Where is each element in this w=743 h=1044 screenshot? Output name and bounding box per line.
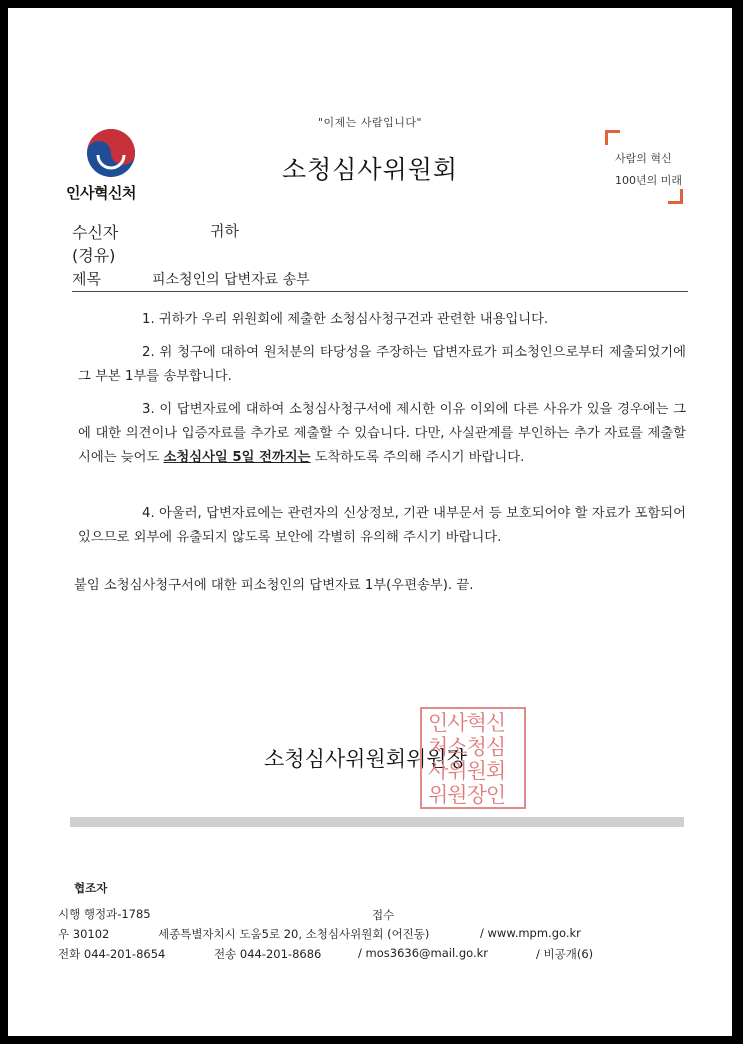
seal-line-2: 처소청심 xyxy=(428,735,506,759)
paragraph-3-tail: 도착하도록 주의해 주시기 바랍니다. xyxy=(310,450,525,465)
signer-title: 소청심사위원회위원장 xyxy=(264,747,467,771)
badge-corner-bottom xyxy=(668,189,683,204)
subject-value: 피소청인의 답변자료 송부 xyxy=(152,272,310,288)
seal-line-1: 인사혁신 xyxy=(428,711,506,735)
email-link[interactable]: / mos3636@mail.go.kr xyxy=(358,946,488,960)
drafter: 시행 행정과-1785 xyxy=(58,907,151,921)
header-divider xyxy=(72,291,688,292)
footer-divider xyxy=(70,817,684,827)
recipient-value: 귀하 xyxy=(210,222,239,240)
badge-line-2: 100년의 미래 xyxy=(615,174,682,187)
subject-label: 제목 xyxy=(72,270,101,288)
seal-line-4: 위원장인 xyxy=(428,783,506,807)
website-link[interactable]: / www.mpm.go.kr xyxy=(480,926,581,940)
badge-line-1: 사람의 혁신 xyxy=(615,152,672,165)
receipt-label: 접수 xyxy=(372,908,395,922)
deadline-emphasis: 소청심사일 5일 전까지는 xyxy=(163,450,311,465)
seal-line-3: 사위원회 xyxy=(428,759,506,783)
recipient-label: 수신자 xyxy=(72,223,119,242)
logo-text: 인사혁신처 xyxy=(66,184,136,202)
paragraph-4-text: 4. 아울러, 답변자료에는 관련자의 신상정보, 기관 내부문서 등 보호되어야 할 자료가 포함되어 있으므로 외부에 유출되지 않도록 보안에 각별히 유의해 주시기 바랍니다. xyxy=(78,506,686,545)
motto: "이제는 사람입니다" xyxy=(317,116,423,129)
paragraph-3 xyxy=(78,398,686,470)
postal-code: 우 30102 xyxy=(58,927,110,941)
cooperator-label: 협조자 xyxy=(74,881,108,895)
address: 세종특별자치시 도움5로 20, 소청심사위원회 (어진동) xyxy=(158,927,430,941)
phone: 전화 044-201-8654 xyxy=(58,947,166,961)
paragraph-2 xyxy=(78,341,686,389)
paragraph-3-text: 3. 이 답변자료에 대하여 소청심사청구서에 제시한 이유 이외에 다른 사유가 있을 경우에는 그에 대한 의견이나 입증자료를 추가로 제출할 수 있습니다. 다만, 사실관계를 부인하는 추가 자료를 제출할 시에는 늦어도 xyxy=(78,402,686,465)
paragraph-1 xyxy=(78,308,686,332)
disclosure-status: / 비공개(6) xyxy=(536,947,594,961)
committee-title: 소청심사위원회 xyxy=(281,155,459,184)
badge-corner-top xyxy=(605,130,620,145)
paragraph-1-text: 1. 귀하가 우리 위원회에 제출한 소청심사청구건과 관련한 내용입니다. xyxy=(142,312,549,327)
document-page xyxy=(8,8,732,1036)
via-label: (경유) xyxy=(72,246,116,265)
official-seal xyxy=(420,707,526,809)
fax: 전송 044-201-8686 xyxy=(214,947,322,961)
attachment-line: 붙임 소청심사청구서에 대한 피소청인의 답변자료 1부(우편송부). 끝. xyxy=(74,578,474,593)
paragraph-2-text: 2. 위 청구에 대하여 원처분의 타당성을 주장하는 답변자료가 피소청인으로부터 제출되었기에 그 부본 1부를 송부합니다. xyxy=(78,345,686,384)
slogan-badge xyxy=(605,130,683,204)
paragraph-4 xyxy=(78,502,686,550)
